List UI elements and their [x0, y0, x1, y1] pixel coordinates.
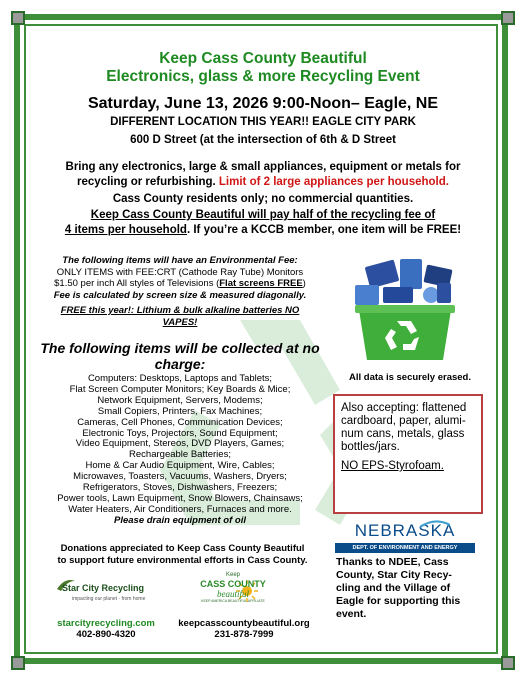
accepting-line-1: Also accepting: flattened: [341, 402, 467, 414]
kccb-logo-cass-county: CASS COUNTY: [200, 579, 266, 589]
kccb-logo-sub: KEEP AMERICA BEAUTIFUL AFFILIATE: [201, 599, 265, 603]
member-line: [30, 223, 496, 238]
also-accepting-box: [333, 394, 483, 514]
title-line-1: Keep Cass County Beautiful: [159, 50, 367, 67]
no-charge-list: [30, 374, 330, 527]
list-item: Flat Screen Computer Monitors; Key Boards & Mice;: [69, 383, 291, 395]
no-charge-heading-1: The following items will be collected at no: [40, 340, 320, 356]
residents-only-line: Cass County residents only; no commercial quantities.: [112, 193, 414, 205]
thanks-line-3: cling and the Village of: [336, 582, 451, 594]
fee-tv-text: $1.50 per inch All styles of Televisions (: [54, 278, 220, 289]
kccb-logo-keep: Keep: [225, 572, 240, 578]
list-item: Video Equipment, Stereos, DVD Players, Games;: [75, 438, 285, 450]
list-item: Refrigerators, Stoves, Dishwashers, Freezers;: [82, 482, 278, 494]
kccb-url[interactable]: keepcasscountybeautiful.org: [178, 618, 310, 629]
thanks-line-1: Thanks to NDEE, Cass: [336, 556, 449, 568]
list-item: Cameras, Cell Phones, Communication Devices;: [77, 416, 283, 428]
list-item: Home & Car Audio Equipment, Wire, Cables;: [85, 460, 275, 472]
appliance-limit-text: Limit of 2 large appliances per household.: [215, 176, 449, 188]
fee-heading: The following items will have an Environmental Fee:: [62, 255, 298, 266]
corner-square-top-right: [501, 11, 515, 25]
nebraska-swoosh-icon: [420, 519, 450, 529]
no-vapes-line: VAPES!: [162, 316, 198, 328]
list-item: Computers: Desktops, Laptops and Tablets;: [87, 373, 273, 384]
fee-tv-close: ): [302, 278, 306, 289]
star-city-tagline: impacting our planet · from home: [72, 596, 146, 602]
donations-line-2: to support future environmental efforts in Cass County.: [57, 554, 308, 566]
electronics-recycling-bin-icon: [345, 255, 465, 365]
corner-square-top-left: [11, 11, 25, 25]
list-item: Power tools, Lawn Equipment, Snow Blowers, Chainsaws;: [57, 492, 303, 504]
accepting-line-3: num cans, metals, glass: [341, 428, 465, 440]
thanks-line-5: event.: [336, 608, 367, 620]
intro-line-1: Bring any electronics, large & small appliances, equipment or metals for: [65, 161, 461, 173]
kccb-phone: 231-878-7999: [214, 629, 274, 640]
kccb-logo-beautiful: beautiful: [217, 589, 249, 599]
ndee-dept-bar: DEPT. OF ENVIRONMENT AND ENERGY: [335, 543, 475, 553]
thanks-text: [336, 556, 476, 621]
intro-line-2a: recycling or refurbishing.: [77, 176, 216, 188]
star-city-phone: 402-890-4320: [76, 629, 136, 640]
corner-square-bottom-right: [501, 656, 515, 670]
thanks-line-2: County, Star City Recy-: [336, 569, 452, 581]
fee-share-line: Keep Cass County Beautiful will pay half of the recycling fee of: [90, 209, 436, 221]
fee-section: [30, 255, 330, 328]
event-date-line: Saturday, June 13, 2026 9:00-Noon– Eagle, NE: [87, 95, 439, 112]
accepting-line-4: bottles/jars.: [341, 441, 400, 453]
fee-calc-line: Fee is calculated by screen size & measured diagonally.: [53, 289, 307, 301]
drain-oil-note: Please drain equipment of oil: [114, 514, 246, 526]
items-per-household-text: 4 items per household: [64, 224, 187, 236]
title-line-2: Electronics, glass & more Recycling Event: [106, 68, 420, 85]
fee-crt-line: ONLY ITEMS with FEE:CRT (Cathode Ray Tube) Monitors: [56, 266, 304, 278]
accepting-line-2: cardboard, paper, alumi-: [341, 415, 466, 427]
star-city-url[interactable]: starcityrecycling.com: [57, 618, 155, 629]
list-item: Electronic Toys, Projectors, Sound Equipment;: [82, 427, 278, 439]
kccb-logo: [188, 572, 278, 604]
list-item: Water Heaters, Air Conditioners, Furnaces and more.: [68, 503, 292, 515]
corner-square-bottom-left: [11, 656, 25, 670]
donations-line-1: Donations appreciated to Keep Cass County Beautiful: [60, 543, 305, 554]
no-charge-heading-2: charge:: [154, 356, 206, 372]
list-item: Small Copiers, Printers, Fax Machines;: [97, 405, 263, 417]
nebraska-logo-text: NEBRASKA: [354, 521, 456, 540]
batteries-free-line: FREE this year!: Lithium & bulk alkaline batteries NO: [60, 305, 300, 316]
fee-tv-line: [30, 278, 330, 290]
member-free-text: . If you’re a KCCB member, one item will be FREE!: [186, 224, 462, 236]
location-line-2: 600 D Street (at the intersection of 6th & D Street: [130, 134, 396, 146]
list-item: Microwaves, Toasters, Vacuums, Washers, Dryers;: [73, 471, 287, 483]
list-item: Network Equipment, Servers, Modems;: [97, 394, 263, 406]
location-line-1: DIFFERENT LOCATION THIS YEAR!! EAGLE CITY PARK: [110, 116, 416, 128]
donations-text: [30, 543, 335, 566]
no-styrofoam-line: NO EPS-Styrofoam.: [341, 460, 444, 472]
intro-line-2: [30, 175, 496, 190]
star-city-logo-text: Star City Recycling: [62, 583, 145, 593]
list-item: Rechargeable Batteries;: [129, 449, 231, 461]
thanks-line-4: Eagle for supporting this: [336, 595, 461, 607]
flat-screens-free-text: Flat screens FREE: [219, 278, 303, 289]
data-erased-text: All data is securely erased.: [349, 372, 471, 383]
